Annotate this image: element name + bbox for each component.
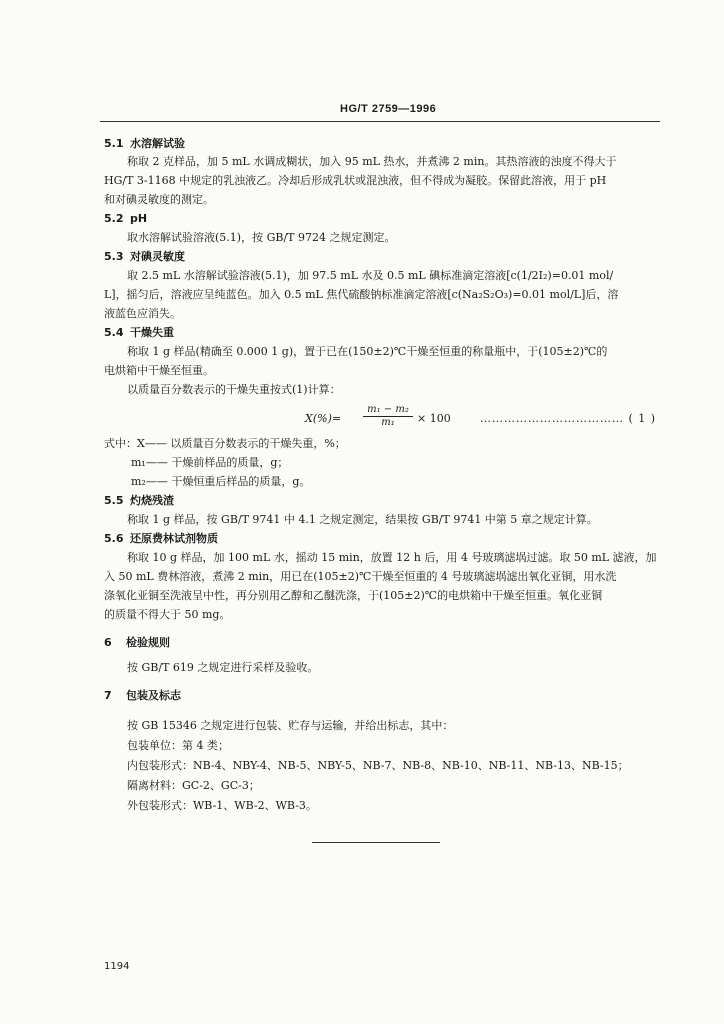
section-heading [104, 636, 170, 650]
formula-multiplier: × 100 [417, 412, 451, 425]
text-line [131, 475, 310, 489]
line-text: 隔离材料：GC-2、GC-3； [127, 779, 260, 792]
line-text: m₁—— 干燥前样品的质量，g； [131, 456, 289, 469]
line-text: 涤氧化亚铜至洗液呈中性，再分别用乙醇和乙醚洗涤，于(105±2)℃的电烘箱中干燥至恒重。氧化亚铜 [104, 589, 603, 602]
section-number: 5.3 [104, 250, 124, 263]
line-text: 按 GB/T 619 之规定进行采样及验收。 [127, 661, 319, 674]
section-title: 包装及标志 [126, 689, 181, 702]
line-text: HG/T 3-1168 中规定的乳浊液乙。冷却后形成乳状或混浊液，但不得成为凝胶。保留此溶液，用于 pH [104, 174, 607, 187]
section-heading [104, 212, 147, 226]
text-line [127, 269, 613, 283]
line-text: 入 50 mL 费林溶液，煮沸 2 min，用已在(105±2)℃干燥至恒重的 4 号玻璃滤埚滤出氧化亚铜，用水洗 [104, 570, 617, 583]
formula-fraction [363, 404, 413, 429]
text-line [104, 589, 602, 603]
line-text: 和对碘灵敏度的测定。 [104, 193, 214, 206]
line-text: 以质量百分数表示的干燥失重按式(1)计算： [127, 383, 341, 396]
text-line [104, 364, 214, 378]
line-text: 包装单位：第 4 类； [127, 739, 229, 752]
text-line [127, 759, 629, 773]
section-heading [104, 250, 185, 264]
text-line [104, 608, 230, 622]
text-line [104, 174, 606, 188]
line-text: m₂—— 干燥恒重后样品的质量，g。 [131, 475, 311, 488]
text-line [127, 551, 657, 565]
section-heading [104, 532, 218, 546]
text-line [127, 719, 453, 733]
line-text: 的质量不得大于 50 mg。 [104, 608, 231, 621]
section-title: 对碘灵敏度 [130, 250, 185, 263]
section-number: 5.4 [104, 326, 124, 339]
line-text: 称取 1 g 样品，按 GB/T 9741 中 4.1 之规定测定，结果按 GB/T 9741 中第 5 章之规定计算。 [127, 513, 598, 526]
line-text: 液蓝色应消失。 [104, 307, 181, 320]
section-heading [104, 689, 181, 703]
end-rule [312, 842, 440, 843]
section-title: 水溶解试验 [130, 137, 185, 150]
text-line [127, 739, 229, 753]
line-text: 称取 10 g 样品，加 100 mL 水，摇动 15 min，放置 12 h 后，用 4 号玻璃滤埚过滤。取 50 mL 滤液，加 [127, 551, 657, 564]
text-line [104, 307, 181, 321]
text-line [104, 193, 214, 207]
line-text: 按 GB 15346 之规定进行包装、贮存与运输，并给出标志，其中： [127, 719, 454, 732]
header-rule [100, 121, 660, 122]
line-text: 式中：X—— 以质量百分数表示的干燥失重，%； [104, 437, 346, 450]
section-number: 5.6 [104, 532, 124, 545]
section-title: 还原费林试剂物质 [130, 532, 218, 545]
text-line [131, 456, 288, 470]
section-number: 7 [104, 689, 112, 702]
section-title: 干燥失重 [130, 326, 174, 339]
line-text: 称取 2 克样品，加 5 mL 水调成糊状，加入 95 mL 热水，并煮沸 2 min。其热溶液的浊度不得大于 [127, 155, 617, 168]
line-text: 外包装形式：WB-1、WB-2、WB-3。 [127, 799, 317, 812]
formula-equation-number: ……………………………… ( 1 ) [480, 412, 657, 425]
formula-denominator: m₁ [381, 417, 395, 428]
line-text: 内包装形式：NB-4、NBY-4、NB-5、NBY-5、NB-7、NB-8、NB-10、NB-11、NB-13、NB-15； [127, 759, 629, 772]
text-line [127, 383, 341, 397]
section-title: pH [130, 212, 148, 225]
text-line [104, 570, 616, 584]
text-line [127, 661, 318, 675]
text-line [127, 155, 616, 169]
section-title: 检验规则 [126, 636, 170, 649]
text-line [127, 231, 395, 245]
text-line [127, 799, 317, 813]
section-heading [104, 326, 174, 340]
formula-lhs: X(%)= [305, 412, 342, 425]
line-text: 称取 1 g 样品(精确至 0.000 1 g)，置于已在(150±2)℃干燥至恒重的称量瓶中，于(105±2)℃的 [127, 345, 608, 358]
line-text: L]，摇匀后，溶液应呈纯蓝色。加入 0.5 mL 焦代硫酸钠标准滴定溶液[c(Na₂S₂O₃)=0.01 mol/L]后，溶 [104, 288, 619, 301]
text-line [104, 437, 346, 451]
line-text: 电烘箱中干燥至恒重。 [104, 364, 214, 377]
section-number: 6 [104, 636, 112, 649]
section-number: 5.1 [104, 137, 124, 150]
text-line [104, 288, 618, 302]
section-heading [104, 494, 174, 508]
text-line [127, 345, 607, 359]
section-heading [104, 137, 185, 151]
page-number: 1194 [104, 961, 130, 972]
line-text: 取水溶解试验溶液(5.1)，按 GB/T 9724 之规定测定。 [127, 231, 396, 244]
formula-numerator: m₁ − m₂ [363, 404, 413, 417]
section-number: 5.2 [104, 212, 124, 225]
section-number: 5.5 [104, 494, 124, 507]
text-line [127, 779, 260, 793]
line-text: 取 2.5 mL 水溶解试验溶液(5.1)，加 97.5 mL 水及 0.5 mL 碘标准滴定溶液[c(1/2I₂)=0.01 mol/ [127, 269, 614, 282]
text-line [127, 513, 598, 527]
section-title: 灼烧残渣 [130, 494, 174, 507]
page-header: HG/T 2759—1996 [340, 103, 437, 115]
